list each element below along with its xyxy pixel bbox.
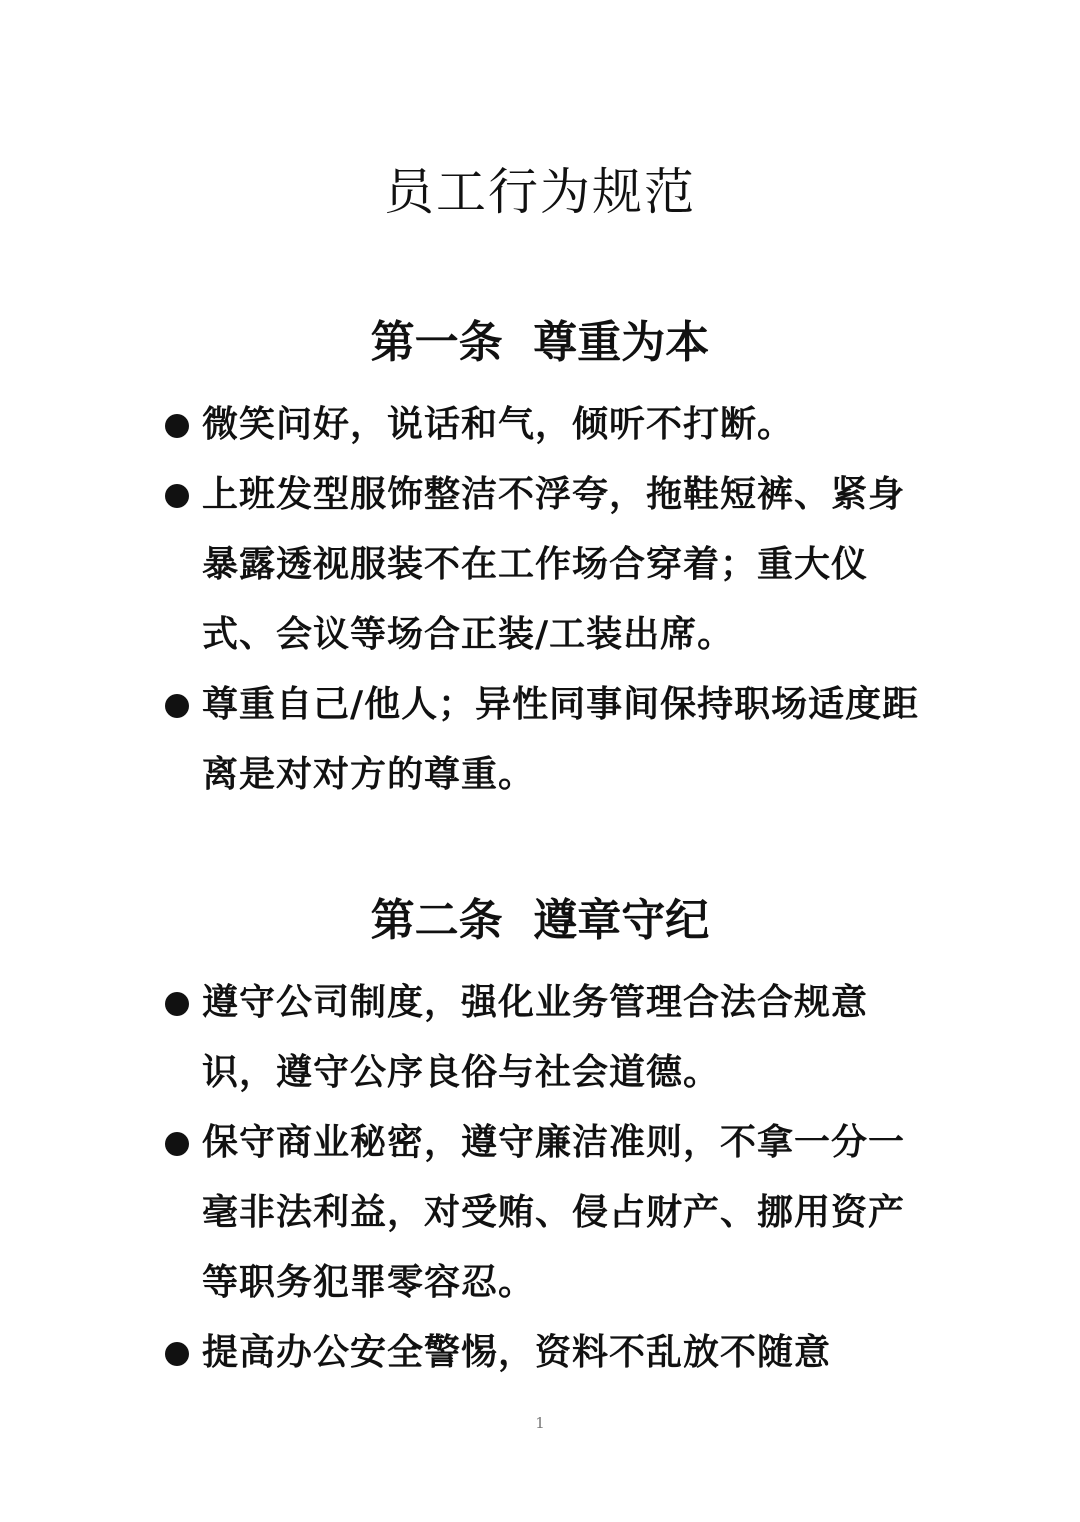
list-item-text: 上班发型服饰整洁不浮夸，拖鞋短裤、紧身暴露透视服装不在工作场合穿着；重大仪式、会议等场合正装/工装出席。	[202, 474, 906, 655]
section-heading-2: 第二条 遵章守纪	[370, 895, 710, 946]
bullet-dot-icon	[165, 484, 189, 508]
list-item	[165, 460, 925, 670]
list-item	[165, 1318, 925, 1388]
bullet-dot-icon	[165, 1132, 189, 1156]
bullet-dot-icon	[165, 1342, 189, 1366]
list-item	[165, 968, 925, 1108]
section-2-list	[165, 968, 925, 1388]
list-item-text: 遵守公司制度，强化业务管理合法合规意识，遵守公序良俗与社会道德。	[202, 982, 869, 1093]
list-item-text: 尊重自己/他人；异性同事间保持职场适度距离是对对方的尊重。	[202, 684, 920, 795]
page-number: 1	[535, 1414, 545, 1432]
list-item	[165, 670, 925, 810]
list-item-text: 保守商业秘密，遵守廉洁准则，不拿一分一毫非法利益，对受贿、侵占财产、挪用资产等职务犯罪零容忍。	[202, 1122, 906, 1303]
list-item-text: 微笑问好，说话和气，倾听不打断。	[202, 404, 795, 445]
bullet-dot-icon	[165, 694, 189, 718]
section-1-list	[165, 390, 925, 810]
list-item	[165, 1108, 925, 1318]
bullet-dot-icon	[165, 414, 189, 438]
document-title: 员工行为规范	[384, 163, 696, 221]
bullet-dot-icon	[165, 992, 189, 1016]
section-heading-1: 第一条 尊重为本	[370, 317, 710, 368]
list-item	[165, 390, 925, 460]
list-item-text: 提高办公安全警惕，资料不乱放不随意	[202, 1332, 832, 1373]
